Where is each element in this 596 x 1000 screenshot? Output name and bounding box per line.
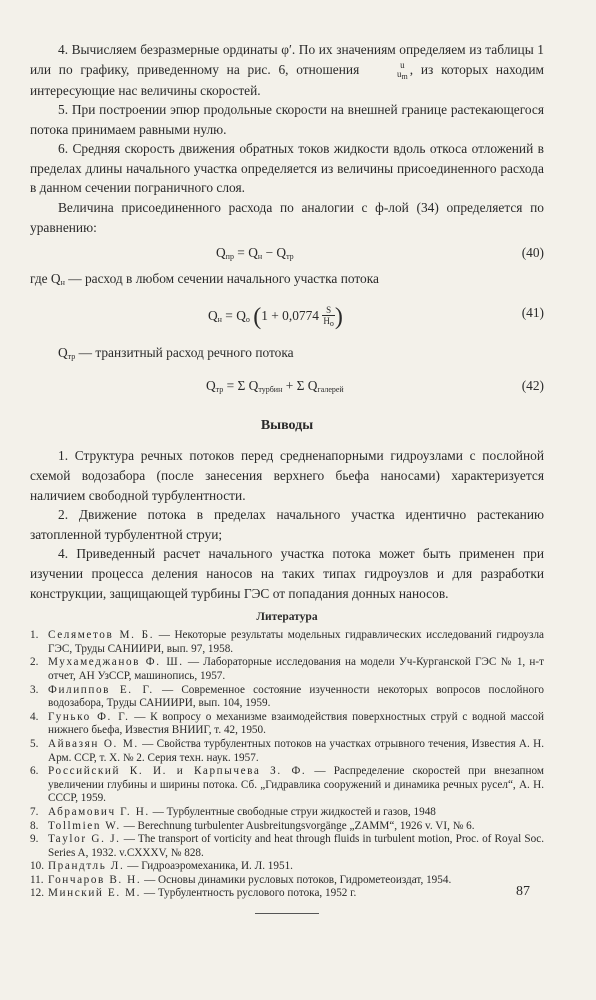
reference-item <box>30 684 544 711</box>
reference-text: — Основы динамики русловых потоков, Гидрометеоиздат, 1954. <box>141 873 452 886</box>
reference-number: 9. <box>30 833 39 846</box>
reference-author: Гунько Ф. Г. <box>48 710 130 723</box>
reference-item <box>30 874 544 888</box>
formula-paren: ( <box>253 303 262 330</box>
reference-author: Прандтль Л. <box>48 860 125 873</box>
reference-item <box>30 887 544 901</box>
reference-author: Абрамович Г. Н. <box>48 805 150 818</box>
reference-author: Российский К. И. и Карпычева З. Ф. <box>48 765 307 778</box>
ratio-numerator: u <box>400 59 405 70</box>
reference-item <box>30 765 544 806</box>
reference-item <box>30 738 544 765</box>
reference-author: Taylor G. J. <box>48 833 121 846</box>
reference-author: Айвазян О. М. <box>48 737 139 750</box>
paragraph-attached-discharge: Величина присоединенного расхода по аналогии с ф-лой (34) определяется по уравнению: <box>30 200 544 235</box>
formula-number: (40) <box>521 245 544 261</box>
reference-item <box>30 860 544 874</box>
paragraph-step-6: 6. Средняя скорость движения обратных токов жидкости вдоль откоса отложений в пределах длины начального участка определяется из величины присоединенного расхода в данном сечении пограничного слоя. <box>30 141 544 196</box>
formula-number: (41) <box>521 304 544 320</box>
ratio-denominator-sub: m <box>401 71 408 81</box>
formula-40 <box>30 241 544 269</box>
end-rule <box>255 913 319 914</box>
formula-symbol: = Q <box>233 245 258 261</box>
formula-fraction <box>322 305 335 329</box>
paragraph-text: где Q <box>30 271 61 287</box>
reference-number: 12. <box>30 887 44 900</box>
fraction-denominator: H <box>323 315 330 326</box>
formula-subscript: тр <box>286 252 294 262</box>
paragraph-step-4 <box>30 40 544 100</box>
conclusion-item: 2. Движение потока в пределах начального участка идентично растеканию затопленной турбулентной струи; <box>30 507 544 542</box>
formula-subscript: тр <box>67 351 76 361</box>
reference-list <box>30 629 544 901</box>
reference-author: Филиппов Е. Г. <box>48 683 154 696</box>
reference-number: 3. <box>30 683 39 696</box>
reference-author: Мухамеджанов Ф. Ш. <box>48 656 184 669</box>
reference-text: — Свойства турбулентных потоков на участках отрывного течения, Известия А. Н. Арм. ССР, т. Х. № 2. Серия техн. наук. 1957. <box>48 737 545 764</box>
formula-subscript: тр <box>215 385 224 395</box>
formula-symbol: Q <box>208 307 218 323</box>
reference-text: — Турбулентные свободные струи жидкостей и газов, 1948 <box>149 805 436 818</box>
formula-symbol: Q <box>58 344 68 360</box>
velocity-ratio <box>369 61 408 81</box>
reference-number: 4. <box>30 710 39 723</box>
reference-item <box>30 629 544 656</box>
reference-text: — Лабораторные исследования на модели Уч-Курганской ГЭС № 1, н-т отчет, АН УзССР, машинопись, 1957. <box>48 656 544 682</box>
page-body <box>30 40 544 914</box>
reference-text: — Распределение скоростей при внезапном увеличении глубины и ширины потока. Сб. „Гидравлика сооружений и динамика речных русел“, А. Н. СССР, 1959. <box>48 765 544 805</box>
reference-number: 7. <box>30 805 39 818</box>
conclusion-item: 1. Структура речных потоков перед средненапорными гидроузлами с послойной схемой водозабора (после занесения верхнего бьефа наносами) характеризуется наличием свободной турбулентности. <box>30 448 544 503</box>
formula-subscript: о <box>245 314 250 324</box>
formula-subscript: пр <box>225 252 234 262</box>
reference-item <box>30 806 544 820</box>
literature-heading: Литература <box>256 611 318 624</box>
reference-number: 1. <box>30 629 39 642</box>
fraction-numerator: S <box>322 305 335 316</box>
formula-symbol: Q <box>216 245 226 261</box>
where-clause-qn <box>30 269 544 293</box>
reference-author: Tollmien W. <box>48 819 121 832</box>
reference-number: 11. <box>30 873 44 886</box>
formula-subscript: н <box>60 278 65 288</box>
formula-subscript: о <box>329 318 334 328</box>
reference-text: — The transport of vorticity and heat through fluids in turbulent motion, Proc. of Royal Soc. Series A, 1932. v.CXXXV, № 828. <box>48 833 544 859</box>
paragraph-text: — транзитный расход речного потока <box>75 344 294 360</box>
reference-author: Селяметов М. Б. <box>48 629 155 642</box>
reference-item <box>30 833 544 860</box>
reference-number: 10. <box>30 860 44 873</box>
reference-text: — К вопросу о механизме взаимодействия поверхностных струй с водной массой нижнего бьефа, Известия ВНИИГ, т. 42, 1950. <box>48 710 544 737</box>
formula-symbol: = Σ Q <box>223 378 259 394</box>
formula-42 <box>30 374 544 402</box>
ratio-denominator: u <box>397 68 402 79</box>
reference-item <box>30 820 544 834</box>
reference-item <box>30 711 544 738</box>
where-clause-qtr <box>30 343 544 367</box>
formula-subscript: турбин <box>258 385 283 395</box>
formula-41 <box>30 297 544 337</box>
reference-text: — Современное состояние изученности некоторых вопросов послойного водозабора, Труды САНИИРИ, вып. 104, 1959. <box>48 683 544 710</box>
formula-symbol: + Σ Q <box>282 378 318 394</box>
reference-author: Гончаров В. Н. <box>48 873 142 886</box>
formula-symbol: − Q <box>262 245 287 261</box>
reference-text: — Гидроаэромеханика, И. Л. 1951. <box>124 860 293 873</box>
paragraph-step-5: 5. При построении эпюр продольные скорости на внешней границе растекающегося потока принимаем равными нулю. <box>30 102 544 137</box>
formula-symbol: Q <box>206 378 216 394</box>
conclusions-heading: Выводы <box>260 418 314 434</box>
reference-number: 8. <box>30 819 39 832</box>
formula-subscript: н <box>257 252 263 262</box>
reference-text: — Некоторые результаты модельных гидравлических исследований гидроузла ГЭС, Труды САНИИРИ, вып. 97, 1958. <box>48 629 544 655</box>
formula-number: (42) <box>521 378 544 394</box>
formula-paren: ) <box>334 303 343 330</box>
formula-symbol: 1 + 0,0774 <box>261 307 320 323</box>
page-number: 87 <box>516 884 530 899</box>
paragraph-text: — расход в любом сечении начального участка потока <box>64 271 379 287</box>
formula-subscript: галерей <box>317 385 344 395</box>
reference-number: 2. <box>30 656 39 669</box>
reference-number: 6. <box>30 765 39 778</box>
formula-subscript: н <box>217 314 222 324</box>
reference-text: — Турбулентность руслового потока, 1952 г. <box>141 887 357 900</box>
paragraph-text: 4. Вычисляем безразмерные ординаты φ′. По их значениям определяем из таблицы 1 или по графику, приведенному на рис. 6, отношения <box>30 42 544 77</box>
reference-number: 5. <box>30 737 39 750</box>
reference-author: Минский Е. М. <box>48 887 142 900</box>
reference-item <box>30 656 544 683</box>
conclusion-item: 4. Приведенный расчет начального участка потока может быть применен при изучении процесса деления наносов на таких типах гидроузлов и для разработки конструкции, защищающей турбины ГЭС от попадания донных наносов. <box>30 546 544 601</box>
formula-symbol: = Q <box>221 307 246 323</box>
reference-text: — Berechnung turbulenter Ausbreitungsvorgänge „ZAMM“, 1926 v. VI, № 6. <box>120 819 475 832</box>
paragraph-text: , из которых находим интересующие нас величины скоростей. <box>30 61 544 98</box>
